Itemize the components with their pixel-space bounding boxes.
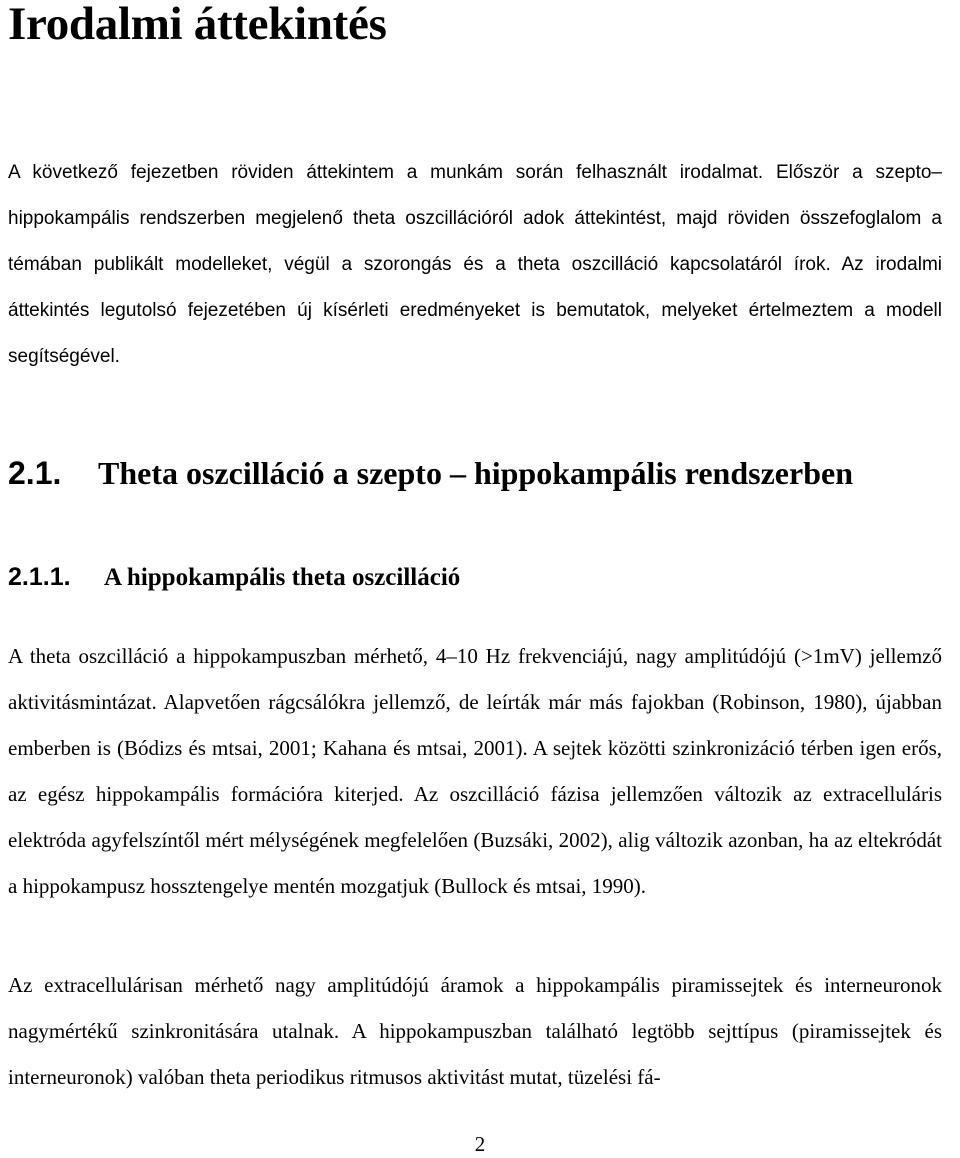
- intro-paragraph: A következő fejezetben röviden áttekintem a munkám során felhasznált irodalmat. Először a szepto–hippokampális rendszerben megjelenő theta oszcillációról adok áttekintést, majd röviden összefoglalom a témában publikált modelleket, végül a szorongás és a theta oszcilláció kapcsolatáról írok. Az irodalmi áttekintés legutolsó fejezetében új kísérleti eredményeket is bemutatok, melyeket értelmeztem a modell segítségével.: [8, 162, 942, 367]
- section-title: Theta oszcilláció a szepto – hippokampális rendszerben: [98, 455, 853, 491]
- page-number: 2: [474, 1132, 486, 1156]
- subsection-title: A hippokampális theta oszcilláció: [104, 564, 461, 591]
- section-number: 2.1.: [8, 455, 62, 491]
- chapter-title: Irodalmi áttekintés: [8, 0, 387, 50]
- body-paragraph: A theta oszcilláció a hippokampuszban mérhető, 4–10 Hz frekvenciájú, nagy amplitúdójú (>1mV) jellemző aktivitásmintázat. Alapvetően rágcsálókra jellemző, de leírták már más fajokban (Robinson, 1980), újabban emberben is (Bódizs és mtsai, 2001; Kahana és mtsai, 2001). A sejtek közötti szinkronizáció térben igen erős, az egész hippokampális formációra kiterjed. Az oszcilláció fázisa jellemzően változik az extracelluláris elektróda agyfelszíntől mért mélységének megfelelően (Buzsáki, 2002), alig változik azonban, ha az eltekródát a hippokampusz hossztengelye mentén mozgatjuk (Bullock és mtsai, 1990).: [8, 644, 942, 898]
- subsection-number: 2.1.1.: [8, 563, 71, 591]
- section-heading: [8, 451, 853, 495]
- subsection-heading: [8, 560, 460, 595]
- body-paragraph: Az extracellulárisan mérhető nagy amplitúdójú áramok a hippokampális piramissejtek és interneuronok nagymértékű szinkronitására utalnak. A hippokampuszban található legtöbb sejttípus (piramissejtek és interneuronok) valóban theta periodikus ritmusos aktivitást mutat, tüzelési fá-: [8, 973, 942, 1089]
